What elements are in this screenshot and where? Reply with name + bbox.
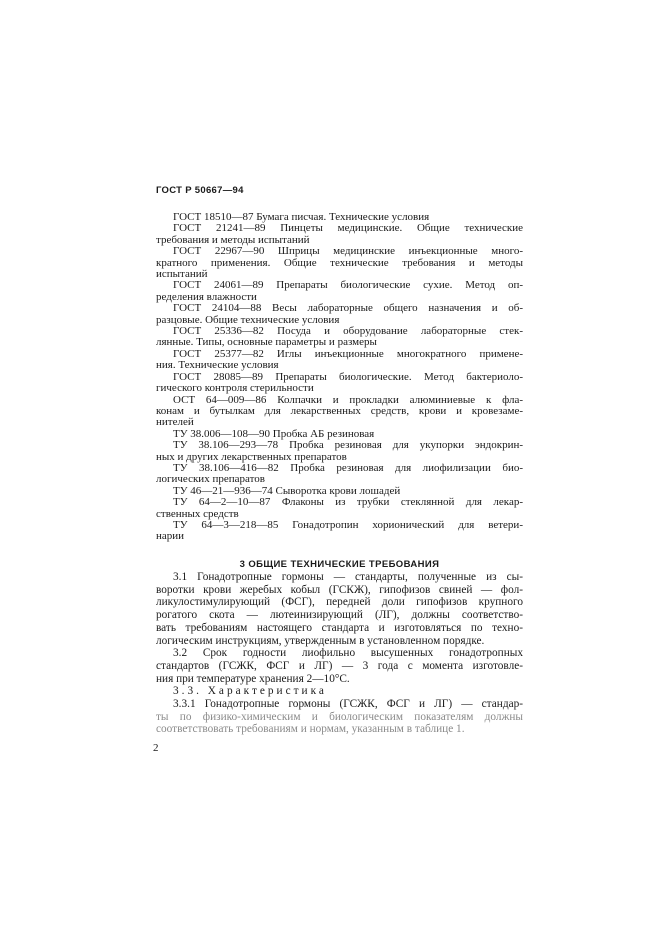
text-line: лянные. Типы, основные параметры и размеры: [156, 336, 377, 349]
reference-entry: [156, 223, 523, 246]
section-heading: 3 ОБЩИЕ ТЕХНИЧЕСКИЕ ТРЕБОВАНИЯ: [239, 559, 440, 570]
reference-entry: [156, 520, 523, 543]
text-line: 3.3.1 Гонадотропные гормоны (ГСЖК, ФСГ и ЛГ) — стандар-: [173, 698, 523, 711]
text-line: ГОСТ 24104—88 Весы лабораторные общего назначения и об-: [173, 302, 523, 315]
text-line: ГОСТ 25377—82 Иглы инъекционные многократного примене-: [173, 347, 523, 360]
text-line: ГОСТ 18510—87 Бумага писчая. Технические условия: [173, 211, 430, 223]
document-header: ГОСТ Р 50667—94: [156, 185, 244, 196]
page-number: 2: [153, 742, 159, 754]
text-line: ределения влажности: [156, 290, 257, 303]
text-line: ГОСТ 22967—90 Шприцы медицинские инъекционные много-: [173, 245, 523, 258]
text-line: 3.2 Срок годности лиофильно высушенных гонадотропных: [173, 647, 523, 660]
reference-entry: [156, 372, 523, 395]
text-line: нителей: [156, 416, 194, 429]
text-line: рогатого скота — лютеинизирующий (ЛГ), должны соответство-: [156, 609, 523, 622]
reference-entry: [156, 246, 523, 280]
text-line: гического контроля стерильности: [156, 382, 314, 395]
reference-entry: [156, 395, 523, 429]
text-line: ТУ 64—3—218—85 Гонадотропин хорионический для ветери-: [173, 518, 523, 531]
text-line: кратного применения. Общие технические требования и методы: [156, 256, 523, 269]
reference-entry: [156, 440, 523, 463]
text-line: ных и других лекарственных препаратов: [156, 450, 347, 463]
text-line: ТУ 38.006—108—90 Пробка АБ резиновая: [173, 427, 375, 440]
text-line: ГОСТ 24061—89 Препараты биологические сухие. Метод оп-: [173, 279, 523, 292]
text-line: нарии: [156, 530, 185, 543]
text-line: вать требованиям настоящего стандарта и изготовляться по техно-: [156, 621, 523, 634]
text-line: ты по физико-химическим и биологическим показателям должны: [156, 710, 523, 723]
reference-entry: [156, 349, 523, 372]
text-line: воротки крови жеребых кобыл (ГСКЖ), гипофизов свиней — фол-: [156, 583, 523, 596]
reference-entry: [156, 463, 523, 486]
text-line: ТУ 64—2—10—87 Флаконы из трубки стеклянной для лекар-: [173, 496, 523, 509]
normative-references-list: [156, 212, 523, 543]
text-line: ОСТ 64—009—86 Колпачки и прокладки алюминиевые к фла-: [173, 393, 523, 406]
text-line: соответствовать требованиям и нормам, указанным в таблице 1.: [156, 723, 465, 736]
text-line: стандартов (ГСЖК, ФСГ и ЛГ) — 3 года с момента изготовле-: [156, 659, 523, 672]
text-line: разцовые. Общие технические условия: [156, 313, 340, 326]
paragraph: [156, 698, 523, 736]
paragraph: [156, 647, 523, 685]
reference-entry: [156, 497, 523, 520]
text-line: ГОСТ 28085—89 Препараты биологические. Метод бактериоло-: [173, 370, 523, 383]
text-line: 3.3. Характеристика: [173, 685, 327, 698]
text-line: 3.1 Гонадотропные гормоны — стандарты, полученные из сы-: [173, 571, 523, 583]
text-line: ния при температуре хранения 2—10°С.: [156, 672, 350, 685]
reference-entry: [156, 326, 523, 349]
reference-entry: [156, 280, 523, 303]
text-line: ГОСТ 21241—89 Пинцеты медицинские. Общие технические: [173, 222, 523, 235]
text-line: ликулостимулирующий (ФСГ), передней доли гипофизов крупного: [156, 596, 523, 609]
paragraph: [156, 571, 523, 647]
text-line: испытаний: [156, 268, 208, 281]
text-line: логических препаратов: [156, 473, 265, 486]
text-line: ственных средств: [156, 507, 239, 520]
text-line: конам и бутылкам для лекарственных средств, крови и кровезаме-: [156, 404, 523, 417]
section-3-general-requirements: [156, 558, 523, 736]
text-line: ТУ 46—21—936—74 Сыворотка крови лошадей: [173, 484, 401, 497]
text-line: ТУ 38.106—293—78 Пробка резиновая для укупорки эндокрин-: [173, 439, 523, 452]
text-line: ния. Технические условия: [156, 359, 279, 372]
text-line: требования и методы испытаний: [156, 233, 310, 246]
text-line: логическим инструкциям, утвержденным в установленном порядке.: [156, 634, 485, 647]
text-line: ТУ 38.106—416—82 Пробка резиновая для лиофилизации био-: [173, 461, 523, 474]
paragraph: [156, 685, 523, 698]
text-line: ГОСТ 25336—82 Посуда и оборудование лабораторные стек-: [173, 325, 523, 338]
reference-entry: [156, 303, 523, 326]
